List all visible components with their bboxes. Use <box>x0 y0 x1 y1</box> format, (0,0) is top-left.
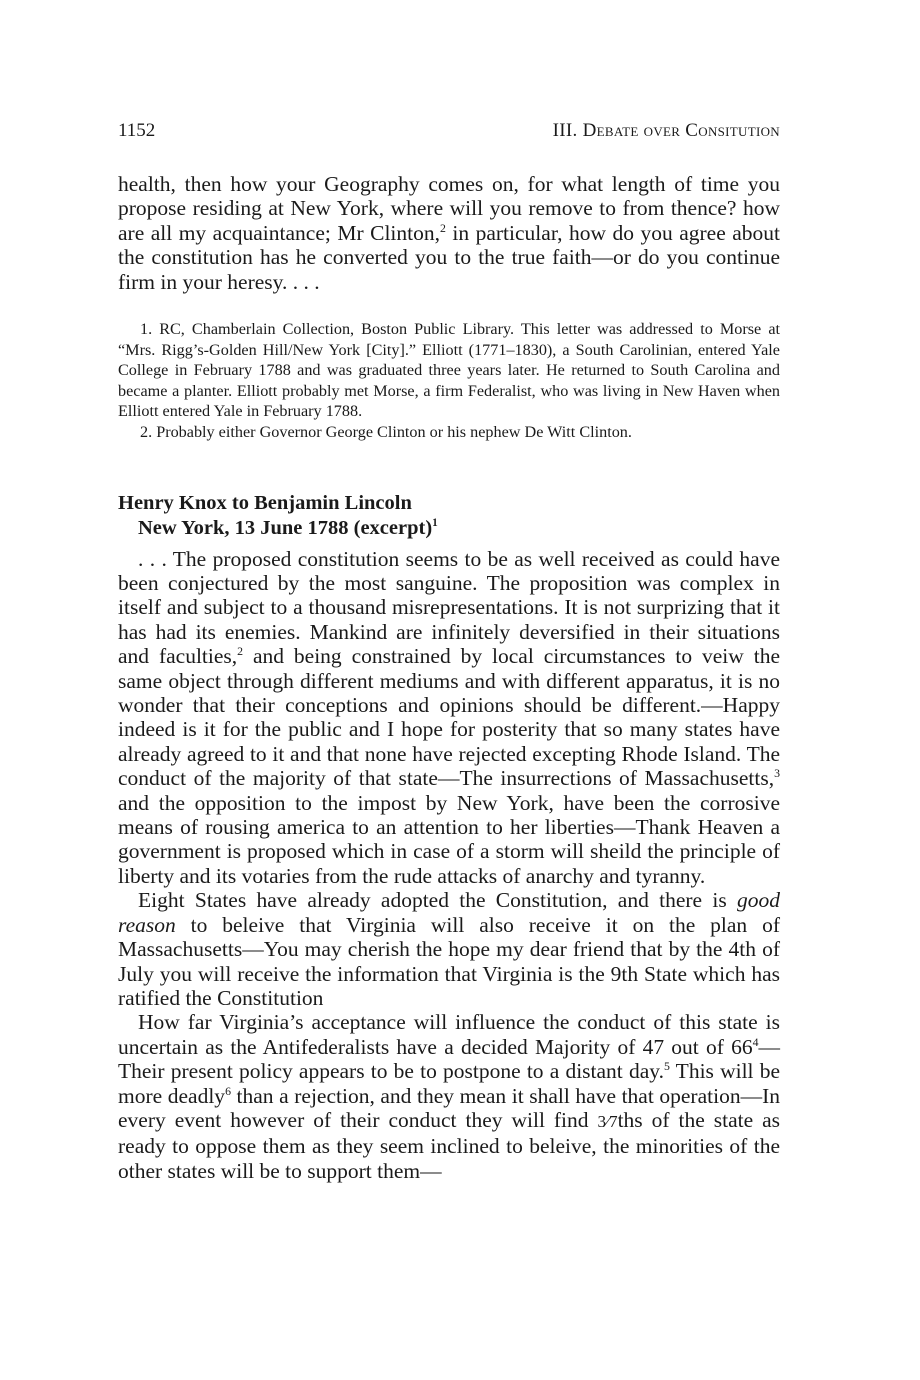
document-page <box>118 120 780 1183</box>
fraction: 3⁄7 <box>597 1111 618 1131</box>
footnotes-previous <box>118 319 780 443</box>
footnote-ref: 3 <box>774 766 780 781</box>
letter-dateline: New York, 13 June 1788 (excerpt)$^1$ <box>138 516 438 539</box>
letter-heading <box>118 491 780 541</box>
emphasis: good reason <box>118 888 780 937</box>
letter-paragraph-2: Eight States have already adopted the Constitution, and there is good reason to beleive that Virginia will also receive it on the plan of Massachusetts—You may cherish the hope my dear friend that by the 4th of July you will receive the information that Virginia is the 9th State which has ratified the Constitution <box>118 888 780 1010</box>
running-header <box>118 120 780 150</box>
footnote-ref: 5 <box>663 1058 670 1073</box>
letter-title: Henry Knox to Benjamin Lincoln <box>118 491 412 514</box>
footnote-ref: 4 <box>752 1034 759 1049</box>
continuation-paragraph: health, then how your Geography comes on, for what length of time you propose residing at New York, where will you remove to from thence? how are all my acquaintance; Mr Clinton,$^2$ in particular, how do you agree about the constitution has he converted you to the true faith—or do you continue firm in your heresy. . . . <box>118 172 781 294</box>
running-title: III. Debate over Consitution <box>552 120 780 141</box>
footnote-ref: 6 <box>225 1083 231 1098</box>
letter-paragraph-1: . . . The proposed constitution seems to be as well received as could have been conjectured by the most sanguine. The proposition was complex in itself and subject to a thousand misrepresentations. It is not surprizing that it has had its enemies. Mankind are infinitely deversified in their situations and faculties,$^2$ and being constrained by local circumstances to veiw the same object through different mediums and with different apparatus, it is no wonder that their conceptions and opinions should be different.—Happy indeed is it for the public and I hope for posterity that so many states have already agreed to it and that none have rejected excepting Rhode Island. The conduct of the majority of that state—The insurrections of Massachusetts,$^3$ and the opposition to the impost by New York, have been the corrosive means of rousing america to an attention to her liberties—Thank Heaven a government is proposed which in case of a storm will sheild the principle of liberty and its votaries from the rude attacks of anarchy and tyranny. <box>118 546 780 888</box>
footnote-1: 1. RC, Chamberlain Collection, Boston Public Library. This letter was addressed to Morse at “Mrs. Rigg’s-Golden Hill/New York [City].” Elliott (1771–1830), a South Carolinian, entered Yale College in February 1788 and was graduated three years later. He returned to South Carolina and became a planter. Elliott probably met Morse, a firm Federalist, who was living in New Haven when Elliott entered Yale in February 1788. <box>118 320 780 421</box>
page-number: 1152 <box>118 120 156 141</box>
footnote-ref: 2 <box>237 644 244 659</box>
footnote-ref: 2 <box>440 220 446 235</box>
letter-paragraph-3: How far Virginia’s acceptance will influence the conduct of this state is uncertain as the Antifederalists have a decided Majority of 47 out of $66^4—Their$ present policy appears to be to postpone to a distant day.$^5$ This will be more deadly$^6$ than a rejection, and they mean it shall have that operation—In every event however of their conduct they will find 3⁄7ths of the state as ready to oppose them as they seem inclined to beleive, the minorities of the other states will be to support them— <box>118 1010 781 1183</box>
footnote-2: 2. Probably either Governor George Clinton or his nephew De Witt Clinton. <box>140 423 632 441</box>
footnote-ref: 1 <box>432 516 438 529</box>
